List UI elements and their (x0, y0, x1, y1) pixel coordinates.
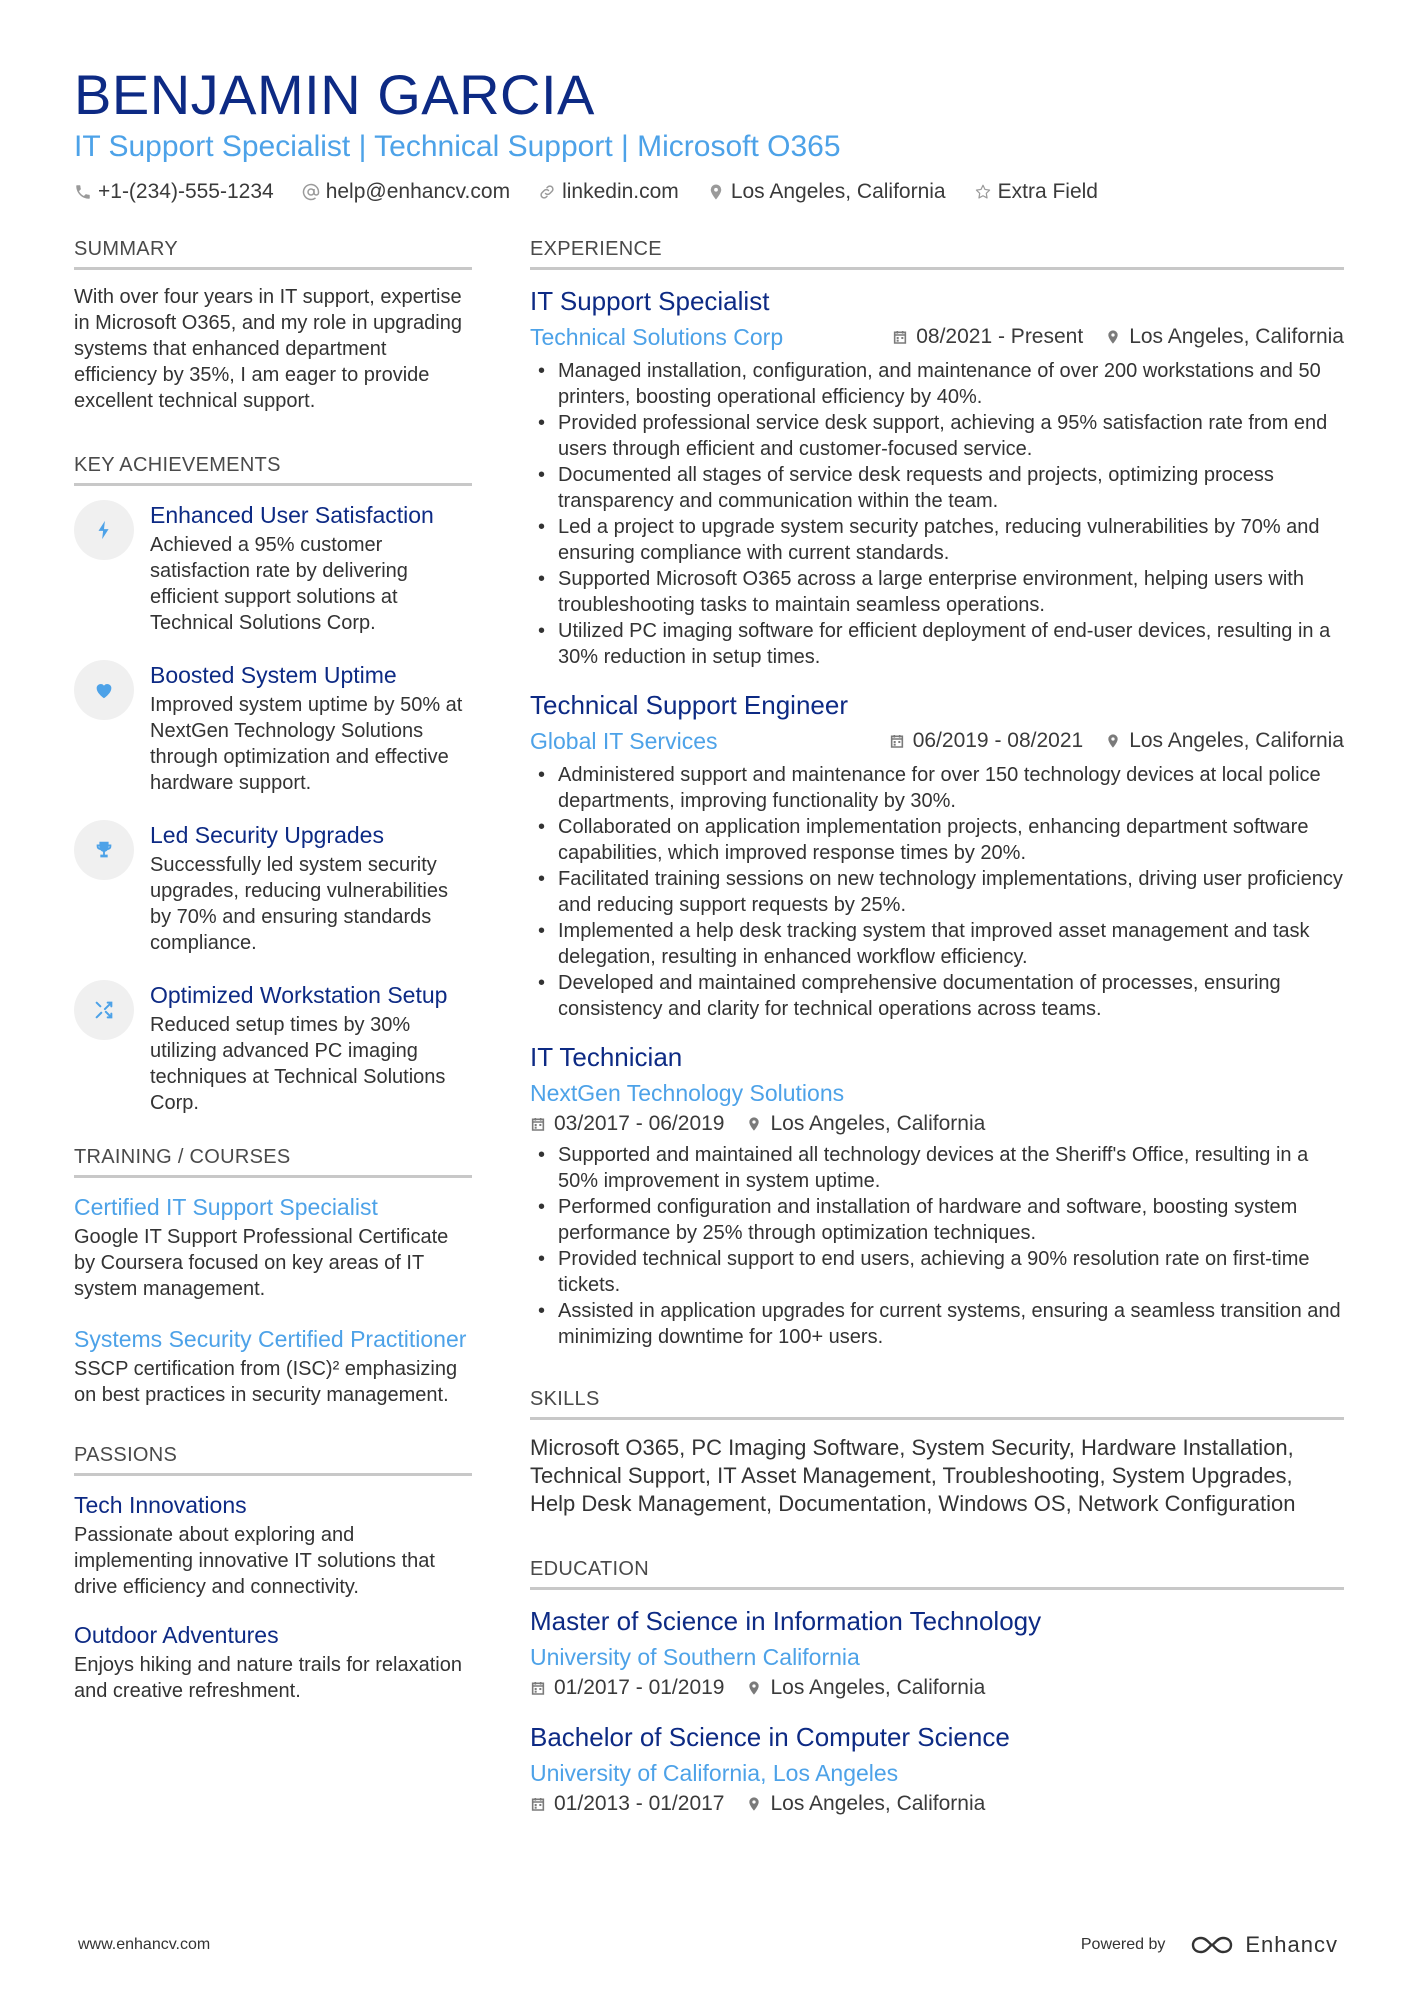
summary-title: SUMMARY (74, 238, 472, 270)
contact-email[interactable] (302, 180, 510, 204)
education-section (530, 1558, 1344, 1816)
bullet-item: • Utilized PC imaging software for efficient deployment of end-user devices, resulting in a 30% reduction in setup times. (530, 618, 1344, 670)
bullet-item: • Supported Microsoft O365 across a large enterprise environment, helping users with troubleshooting tasks to maintain seamless operations. (530, 566, 1344, 618)
at-icon (302, 183, 320, 201)
bolt-icon (74, 500, 134, 560)
job-entry (530, 688, 1344, 1022)
bullet-item: • Collaborated on application implementation projects, enhancing department software capabilities, which improved response times by 20%. (530, 814, 1344, 866)
passion-title: Outdoor Adventures (74, 1622, 279, 1648)
infinity-logo-icon (1189, 1934, 1235, 1956)
course-title: Systems Security Certified Practitioner (74, 1326, 467, 1352)
job-dates (889, 729, 1083, 753)
location-pin-icon (746, 1116, 762, 1132)
location-pin-icon (707, 183, 725, 201)
bullet-item: • Led a project to upgrade system security patches, reducing vulnerabilities by 70% and ensuring compliance with current standards. (530, 514, 1344, 566)
achievement-item (74, 660, 472, 796)
passion-text: Enjoys hiking and nature trails for relaxation and creative refreshment. (74, 1654, 462, 1702)
achievement-text: Improved system uptime by 50% at NextGen Technology Solutions through optimization and effective hardware support. (150, 694, 463, 794)
education-entry (530, 1604, 1344, 1700)
passions-title: PASSIONS (74, 1444, 472, 1476)
passion-text: Passionate about exploring and implementing innovative IT solutions that drive efficiency and connectivity. (74, 1524, 435, 1598)
location-pin-icon (746, 1680, 762, 1696)
bullet-item: • Implemented a help desk tracking system that improved asset management and task delegation, resulting in enhanced workflow efficiency. (530, 918, 1344, 970)
brand-text: Enhancv (1245, 1932, 1338, 1957)
job-meta (530, 322, 1344, 352)
job-title: IT Technician (530, 1042, 683, 1072)
candidate-name: BENJAMIN GARCIA (74, 63, 595, 126)
right-column (530, 238, 1344, 1836)
summary-text: With over four years in IT support, expertise in Microsoft O365, and my role in upgrading systems that enhanced department efficiency by 35%, I am eager to provide excellent technical support. (74, 286, 462, 412)
job-location (746, 1112, 985, 1136)
passion-title: Tech Innovations (74, 1492, 247, 1518)
school-name: University of California, Los Angeles (530, 1760, 899, 1786)
education-meta (530, 1676, 1344, 1700)
skills-text: Microsoft O365, PC Imaging Software, System Security, Hardware Installation, Technical Support, IT Asset Management, Troubleshooting, System Upgrades, Help Desk Management, Documentation, Windows OS, Network Configuration (530, 1435, 1296, 1516)
education-title: EDUCATION (530, 1558, 1344, 1590)
location-pin-icon (1105, 733, 1121, 749)
bullet-item: • Provided technical support to end users, achieving a 90% resolution rate on first-time tickets. (530, 1246, 1344, 1298)
enhancv-logo[interactable] (1189, 1932, 1338, 1958)
extra-text: Extra Field (997, 180, 1098, 203)
achievement-title: Boosted System Uptime (150, 662, 397, 688)
dates-text: 08/2021 - Present (916, 325, 1084, 348)
header (74, 62, 1344, 204)
bullet-item: • Assisted in application upgrades for current systems, ensuring a seamless transition and minimizing downtime for 100+ users. (530, 1298, 1344, 1350)
bullet-item: • Managed installation, configuration, and maintenance of over 200 workstations and 50 printers, boosting operational efficiency by 40%. (530, 358, 1344, 410)
job-meta (530, 726, 1344, 756)
passion-item (74, 1620, 472, 1704)
link-icon (538, 183, 556, 201)
star-icon (974, 183, 992, 201)
location-text: Los Angeles, California (1129, 729, 1344, 752)
job-location (1105, 325, 1344, 349)
achievements-title: KEY ACHIEVEMENTS (74, 454, 472, 486)
footer (78, 1932, 1338, 1958)
footer-website[interactable]: www.enhancv.com (78, 1936, 211, 1953)
shuffle-icon (74, 980, 134, 1040)
bullet-item: • Developed and maintained comprehensive documentation of processes, ensuring consistency and clarity for technical operations across teams. (530, 970, 1344, 1022)
job-dates (892, 325, 1083, 349)
job-meta (530, 1112, 1344, 1136)
contact-phone (74, 180, 274, 204)
dates-text: 03/2017 - 06/2019 (554, 1112, 725, 1135)
course-text: SSCP certification from (ISC)² emphasizing on best practices in security management. (74, 1358, 458, 1406)
calendar-icon (530, 1680, 546, 1696)
job-dates (530, 1112, 724, 1136)
company-name: Global IT Services (530, 728, 718, 754)
achievement-text: Achieved a 95% customer satisfaction rate by delivering efficient support solutions at Technical Solutions Corp. (150, 534, 408, 634)
contact-bar (74, 180, 1344, 204)
experience-section (530, 238, 1344, 1350)
location-text: Los Angeles, California (770, 1792, 986, 1815)
job-title: Technical Support Engineer (530, 690, 848, 720)
calendar-icon (530, 1796, 546, 1812)
contact-extra (974, 180, 1098, 204)
dates-text: 01/2017 - 01/2019 (554, 1676, 725, 1699)
achievement-item (74, 820, 472, 956)
tagline: IT Support Specialist | Technical Support | Microsoft O365 (74, 130, 841, 163)
training-section (74, 1146, 472, 1408)
achievement-text: Reduced setup times by 30% utilizing advanced PC imaging techniques at Technical Solutions Corp. (150, 1014, 446, 1114)
bullet-item: • Documented all stages of service desk requests and projects, optimizing process transparency and communication within the team. (530, 462, 1344, 514)
passion-item (74, 1490, 472, 1600)
degree-title: Bachelor of Science in Computer Science (530, 1722, 1010, 1752)
location-text: Los Angeles, California (1129, 325, 1344, 348)
degree-title: Master of Science in Information Technology (530, 1606, 1042, 1636)
achievement-item (74, 980, 472, 1116)
location-text: Los Angeles, California (770, 1676, 986, 1699)
education-location (746, 1676, 985, 1700)
summary-section (74, 238, 472, 414)
skills-title: SKILLS (530, 1388, 1344, 1420)
job-bullets (530, 762, 1344, 1022)
experience-title: EXPERIENCE (530, 238, 1344, 270)
education-dates (530, 1792, 724, 1816)
education-entry (530, 1720, 1344, 1816)
job-bullets (530, 1142, 1344, 1350)
job-entry (530, 1040, 1344, 1350)
course-title: Certified IT Support Specialist (74, 1194, 378, 1220)
email-text: help@enhancv.com (325, 180, 511, 203)
company-name: Technical Solutions Corp (530, 324, 784, 350)
school-name: University of Southern California (530, 1644, 860, 1670)
powered-by-label: Powered by (1080, 1936, 1166, 1953)
location-pin-icon (1105, 329, 1121, 345)
bullet-item: • Provided professional service desk support, achieving a 95% satisfaction rate from end users through efficient and customer-focused service. (530, 410, 1344, 462)
skills-section (530, 1388, 1344, 1518)
trophy-icon (74, 820, 134, 880)
education-dates (530, 1676, 724, 1700)
dates-text: 06/2019 - 08/2021 (912, 729, 1084, 752)
contact-location (707, 180, 946, 204)
achievement-title: Led Security Upgrades (150, 822, 384, 848)
achievement-title: Enhanced User Satisfaction (150, 502, 434, 528)
job-entry (530, 284, 1344, 670)
phone-text: +1-(234)-555-1234 (98, 180, 274, 203)
course-text: Google IT Support Professional Certificate by Coursera focused on key areas of IT system management. (74, 1226, 449, 1300)
passions-section (74, 1444, 472, 1704)
bullet-item: • Administered support and maintenance for over 150 technology devices at local police departments, improving functionality by 30%. (530, 762, 1344, 814)
calendar-icon (530, 1116, 546, 1132)
course-item (74, 1324, 472, 1408)
achievement-title: Optimized Workstation Setup (150, 982, 448, 1008)
job-location (1105, 729, 1344, 753)
job-title: IT Support Specialist (530, 286, 770, 316)
bullet-item: • Facilitated training sessions on new technology implementations, driving user proficiency and reducing support requests by 25%. (530, 866, 1344, 918)
dates-text: 01/2013 - 01/2017 (554, 1792, 725, 1815)
calendar-icon (892, 329, 908, 345)
achievement-text: Successfully led system security upgrades, reducing vulnerabilities by 70% and ensuring standards compliance. (150, 854, 448, 954)
bullet-item: • Performed configuration and installation of hardware and software, boosting system performance by 25% through optimization techniques. (530, 1194, 1344, 1246)
course-item (74, 1192, 472, 1302)
left-column (74, 238, 472, 1724)
education-location (746, 1792, 985, 1816)
bullet-item: • Supported and maintained all technology devices at the Sheriff's Office, resulting in a 50% improvement in system uptime. (530, 1142, 1344, 1194)
location-text: Los Angeles, California (770, 1112, 986, 1135)
location-pin-icon (746, 1796, 762, 1812)
achievements-section (74, 454, 472, 1116)
location-text: Los Angeles, California (730, 180, 946, 203)
calendar-icon (889, 733, 905, 749)
company-name: NextGen Technology Solutions (530, 1080, 845, 1106)
training-title: TRAINING / COURSES (74, 1146, 472, 1178)
job-bullets (530, 358, 1344, 670)
heart-icon (74, 660, 134, 720)
achievement-item (74, 500, 472, 636)
education-meta (530, 1792, 1344, 1816)
contact-linkedin[interactable] (538, 180, 679, 204)
linkedin-text: linkedin.com (562, 180, 679, 203)
phone-icon (74, 183, 92, 201)
